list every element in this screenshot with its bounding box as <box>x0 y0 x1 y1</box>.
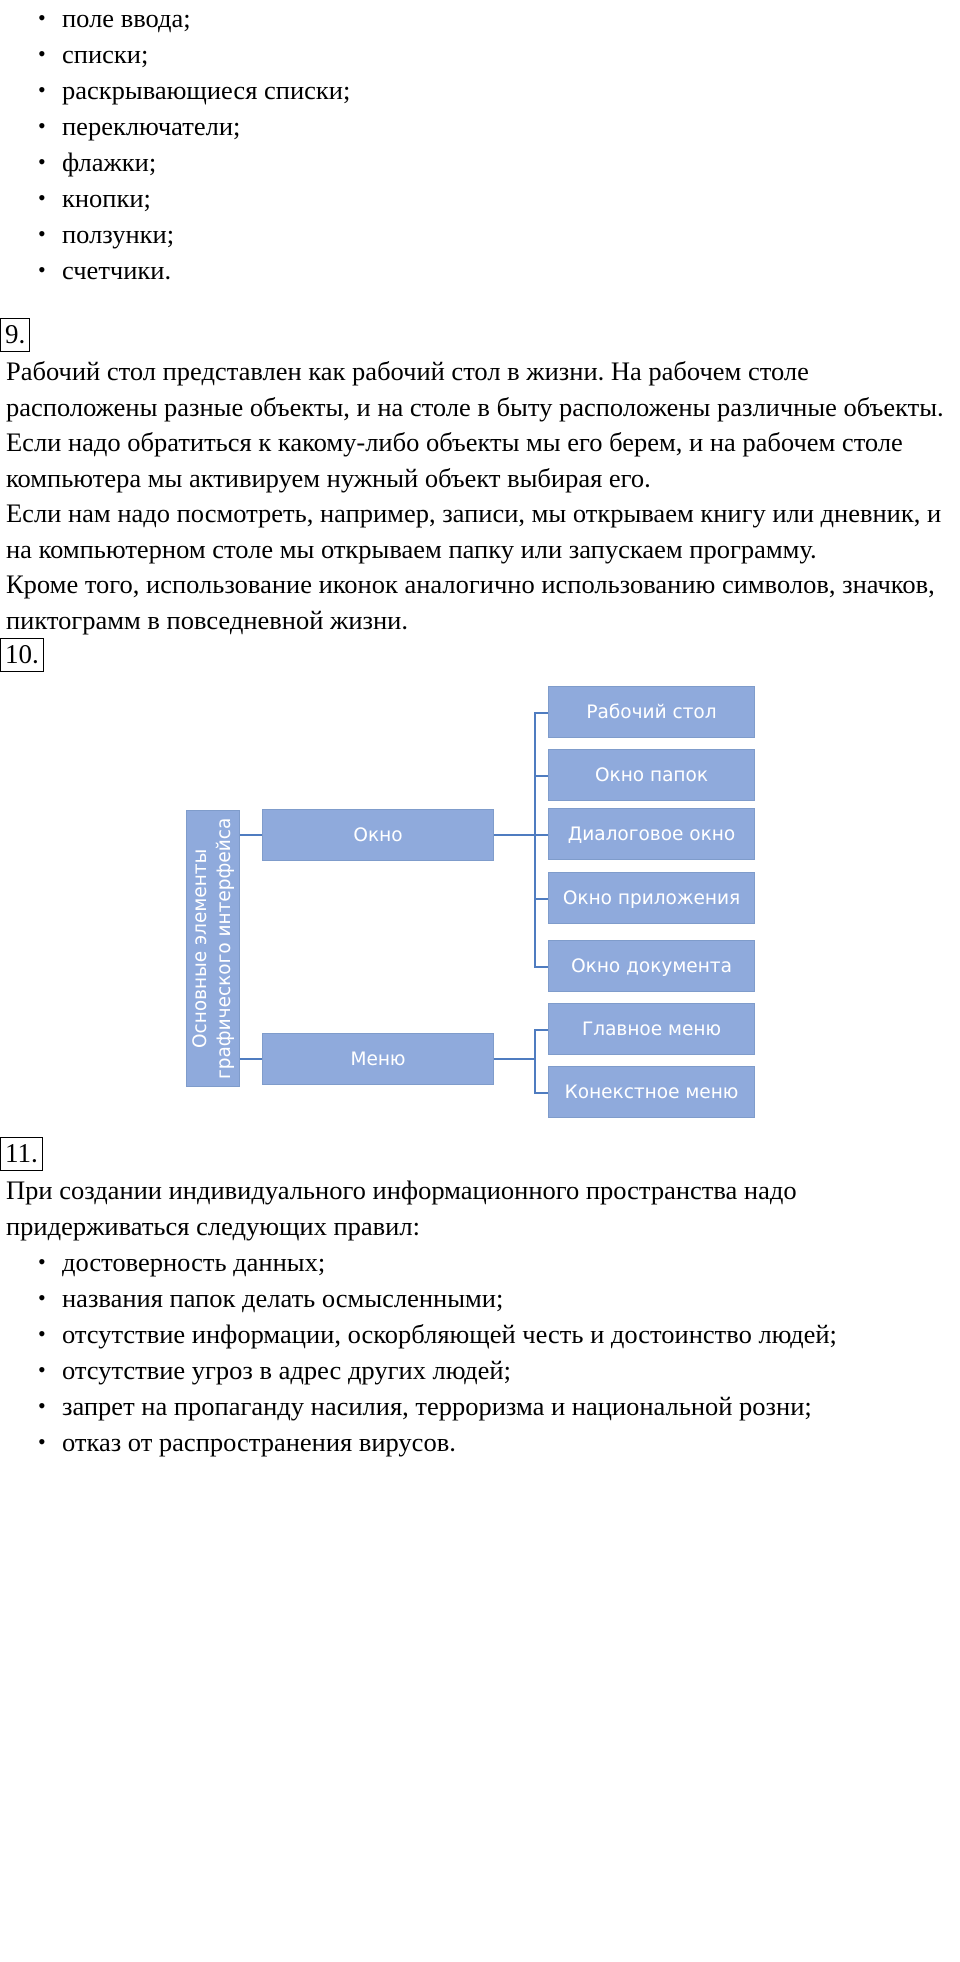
diagram-connector-window-child-4 <box>534 898 548 900</box>
list-item: • отказ от распространения вирусов. <box>0 1424 960 1460</box>
question-9-paragraph-2: Если надо обратиться к какому-либо объекты мы его берем, и на рабочем столе компьютера мы активируем нужный объект выбирая его. <box>6 427 903 493</box>
diagram-connector-window-in <box>494 834 536 836</box>
diagram-connector-window-child-1 <box>534 712 548 714</box>
diagram-connector-window-child-2 <box>534 775 548 777</box>
list-item: • ползунки; <box>0 216 960 252</box>
question-11-block <box>0 1137 960 1460</box>
diagram-connector-window-child-5 <box>534 966 548 968</box>
question-9-block <box>0 318 960 638</box>
diagram-connector-menu-spine <box>534 1029 536 1092</box>
diagram-node-menu: Меню <box>262 1033 494 1085</box>
question-11-intro: При создании индивидуального информационного пространства надо придерживаться следующих правил: <box>6 1175 797 1241</box>
question-number: 9. <box>0 318 30 352</box>
list-item: • списки; <box>0 36 960 72</box>
diagram-node-window: Окно <box>262 809 494 861</box>
list-item: • названия папок делать осмысленными; <box>0 1280 960 1316</box>
question-9-paragraph-1: Рабочий стол представлен как рабочий стол в жизни. На рабочем столе расположены разные объекты, и на столе в быту расположены различные объекты. <box>6 356 944 422</box>
interface-elements-list <box>0 0 960 288</box>
diagram-connector-menu-child-2 <box>534 1092 548 1094</box>
question-9-paragraph-3: Если нам надо посмотреть, например, записи, мы открываем книгу или дневник, и на компьютерном столе мы открываем папку или запускаем программу. <box>6 498 942 564</box>
question-11-number-wrap <box>0 1137 960 1173</box>
list-item: • счетчики. <box>0 252 960 288</box>
diagram-node-context-menu: Конекстное меню <box>548 1066 755 1118</box>
list-item: • раскрывающиеся списки; <box>0 72 960 108</box>
diagram-node-root: Основные элементы графического интерфейса <box>186 810 240 1087</box>
list-item: • кнопки; <box>0 180 960 216</box>
list-item: • отсутствие угроз в адрес других людей; <box>0 1352 960 1388</box>
gui-elements-diagram <box>0 682 960 1137</box>
diagram-connector-window-child-3 <box>534 834 548 836</box>
list-item: • переключатели; <box>0 108 960 144</box>
list-item: • достоверность данных; <box>0 1244 960 1280</box>
question-10-number-wrap <box>0 638 960 674</box>
question-number: 11. <box>0 1137 43 1171</box>
diagram-connector-menu-child-1 <box>534 1029 548 1031</box>
diagram-connector-menu-in <box>494 1058 536 1060</box>
question-number: 10. <box>0 638 44 672</box>
diagram-node-desktop: Рабочий стол <box>548 686 755 738</box>
diagram-connector-window-spine <box>534 712 536 966</box>
diagram-node-dialog-window: Диалоговое окно <box>548 808 755 860</box>
list-item: • отсутствие информации, оскорбляющей честь и достоинство людей; <box>0 1316 960 1352</box>
information-space-rules-list <box>0 1244 960 1460</box>
diagram-node-application-window: Окно приложения <box>548 872 755 924</box>
list-item: • поле ввода; <box>0 0 960 36</box>
question-9-paragraph-4: Кроме того, использование иконок аналогично использованию символов, значков, пиктограмм в повседневной жизни. <box>6 569 935 635</box>
question-10-block <box>0 638 960 1137</box>
diagram-node-main-menu: Главное меню <box>548 1003 755 1055</box>
diagram-node-folder-window: Окно папок <box>548 749 755 801</box>
list-item: • запрет на пропаганду насилия, терроризма и национальной розни; <box>0 1388 960 1424</box>
question-9-number-wrap <box>0 318 960 354</box>
diagram-node-document-window: Окно документа <box>548 940 755 992</box>
list-item: • флажки; <box>0 144 960 180</box>
